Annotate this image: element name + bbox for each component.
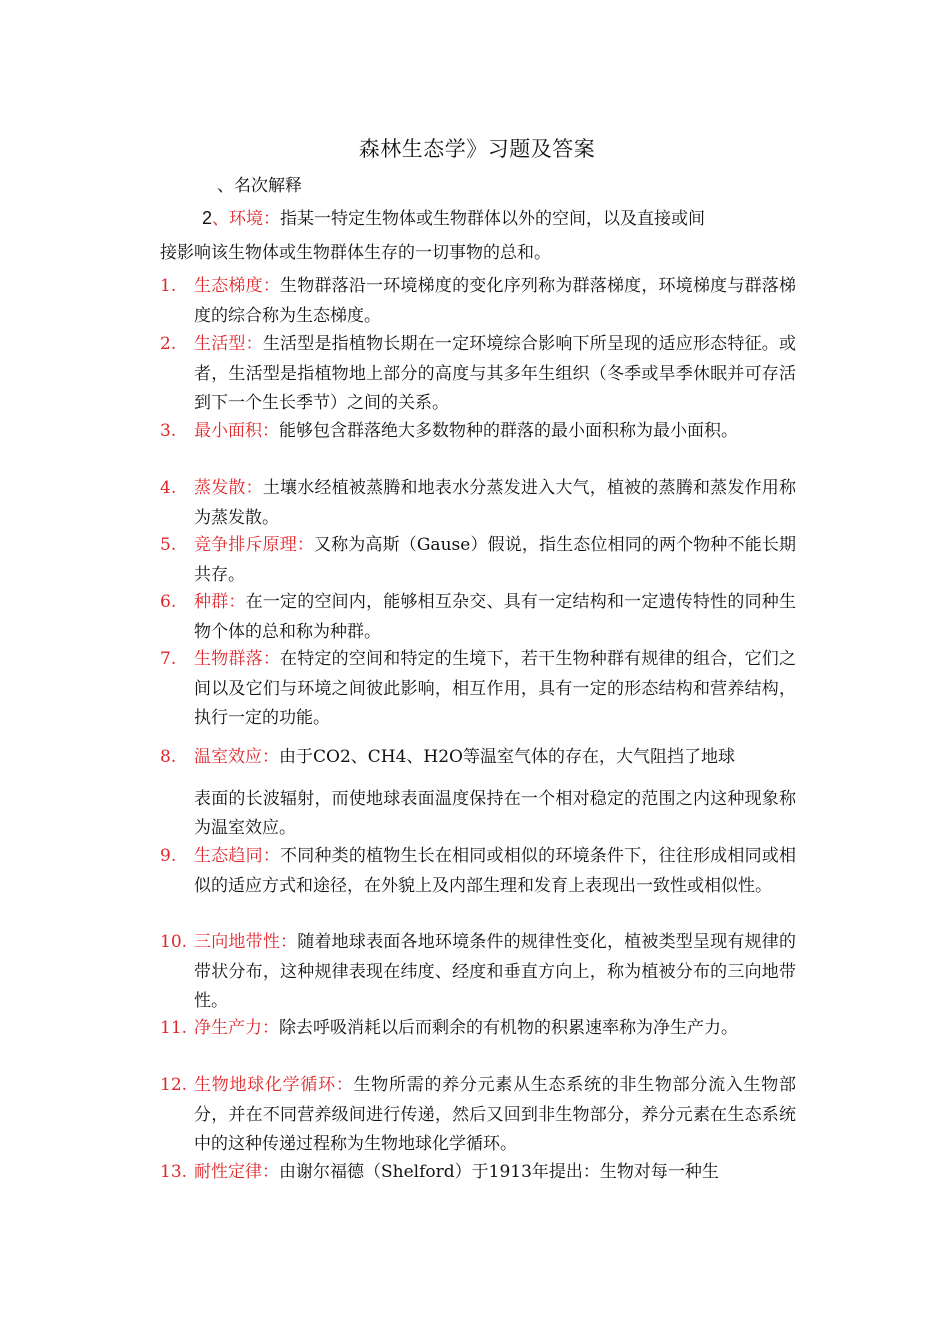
list-item: [160, 928, 796, 1017]
page-title: 森林生态学》习题及答案: [358, 137, 596, 161]
item-term: 种群：: [194, 592, 246, 612]
item-text: 生物所需的养分元素从生态系统的非生物部分流入生物部分，并在不同营养级间进行传递，然后又回到非生物部分，养分元素在生态系统中的这种传递过程称为生物地球化学循环。: [194, 1075, 797, 1154]
item-number: 8.: [160, 747, 177, 767]
item-term: 生活型：: [194, 334, 263, 354]
item-text: 在特定的空间和特定的生境下，若干生物种群有规律的组合，它们之间以及它们与环境之间彼此影响，相互作用，具有一定的形态结构和营养结构，执行一定的功能。: [194, 649, 797, 728]
list-item: [160, 1158, 796, 1188]
item-term: 蒸发散：: [194, 478, 263, 498]
list-item: [160, 474, 796, 533]
intro-text-line1: 指某一特定生物体或生物群体以外的空间，以及直接或间: [280, 209, 706, 229]
item-text: 由谢尔福德（Shelford）于1913年提出：生物对每一种生: [279, 1162, 719, 1182]
list-item: [160, 531, 796, 590]
list-item: [160, 743, 796, 844]
intro-text-line2: 接影响该生物体或生物群体生存的一切事物的总和。: [160, 243, 551, 263]
list-item: [160, 645, 796, 734]
list-item: [160, 842, 796, 901]
item-text: 土壤水经植被蒸腾和地表水分蒸发进入大气，植被的蒸腾和蒸发作用称为蒸发散。: [194, 478, 797, 528]
list-item: [160, 1071, 796, 1160]
item-text: 除去呼吸消耗以后而剩余的有机物的积累速率称为净生产力。: [279, 1018, 738, 1038]
item-number: 6.: [160, 592, 177, 612]
item-number: 9.: [160, 846, 177, 866]
item-text: 又称为高斯（Gause）假说，指生态位相同的两个物种不能长期共存。: [194, 535, 796, 585]
definition-environment: [160, 201, 796, 270]
item-term: 最小面积：: [194, 421, 279, 441]
item-term: 耐性定律：: [194, 1162, 279, 1182]
item-text: 在一定的空间内，能够相互杂交、具有一定结构和一定遗传特性的同种生物个体的总和称为种群。: [194, 592, 797, 642]
item-term: 净生产力：: [194, 1018, 279, 1038]
item-term: 生物地球化学循环：: [194, 1075, 354, 1095]
item-number: 3.: [160, 421, 177, 441]
item-number: 4.: [160, 478, 177, 498]
item-number: 5.: [160, 535, 177, 555]
item-text-continued: 表面的长波辐射，而使地球表面温度保持在一个相对稳定的范围之内这种现象称为温室效应。: [194, 788, 796, 838]
item-number: 12.: [160, 1075, 188, 1095]
item-number: 10.: [160, 932, 188, 952]
section-heading: 、名次解释: [217, 176, 302, 196]
item-text: 生物群落沿一环境梯度的变化序列称为群落梯度，环境梯度与群落梯度的综合称为生态梯度。: [194, 276, 797, 326]
intro-term: 环境：: [229, 209, 281, 229]
item-number: 7.: [160, 649, 177, 669]
item-number: 13.: [160, 1162, 188, 1182]
list-item: [160, 417, 796, 447]
list-item: [160, 588, 796, 647]
list-item: [160, 272, 796, 331]
item-text: 不同种类的植物生长在相同或相似的环境条件下，往往形成相同或相似的适应方式和途径，在外貌上及内部生理和发育上表现出一致性或相似性。: [194, 846, 797, 896]
item-term: 生态趋同：: [194, 846, 281, 866]
list-item: [160, 330, 796, 419]
item-text: 由于CO2、CH4、H2O等温室气体的存在，大气阻挡了地球: [279, 747, 735, 767]
item-number: 11.: [160, 1018, 188, 1038]
item-term: 竞争排斥原理：: [194, 535, 314, 555]
item-text: 能够包含群落绝大多数物种的群落的最小面积称为最小面积。: [279, 421, 738, 441]
item-text: 随着地球表面各地环境条件的规律性变化，植被类型呈现有规律的带状分布，这种规律表现在纬度、经度和垂直方向上，称为植被分布的三向地带性。: [194, 932, 797, 1011]
item-term: 三向地带性：: [194, 932, 298, 952]
item-number: 1.: [160, 276, 177, 296]
item-number: 2.: [160, 334, 177, 354]
item-term: 生物群落：: [194, 649, 281, 669]
list-item: [160, 1014, 796, 1044]
item-term: 温室效应：: [194, 747, 279, 767]
intro-sep: 、: [212, 209, 230, 229]
intro-number: 2: [202, 208, 213, 228]
item-text: 生活型是指植物长期在一定环境综合影响下所呈现的适应形态特征。或者，生活型是指植物地上部分的高度与其多年生组织（冬季或旱季休眠并可存活到下一个生长季节）之间的关系。: [194, 334, 797, 413]
item-term: 生态梯度：: [194, 276, 281, 296]
